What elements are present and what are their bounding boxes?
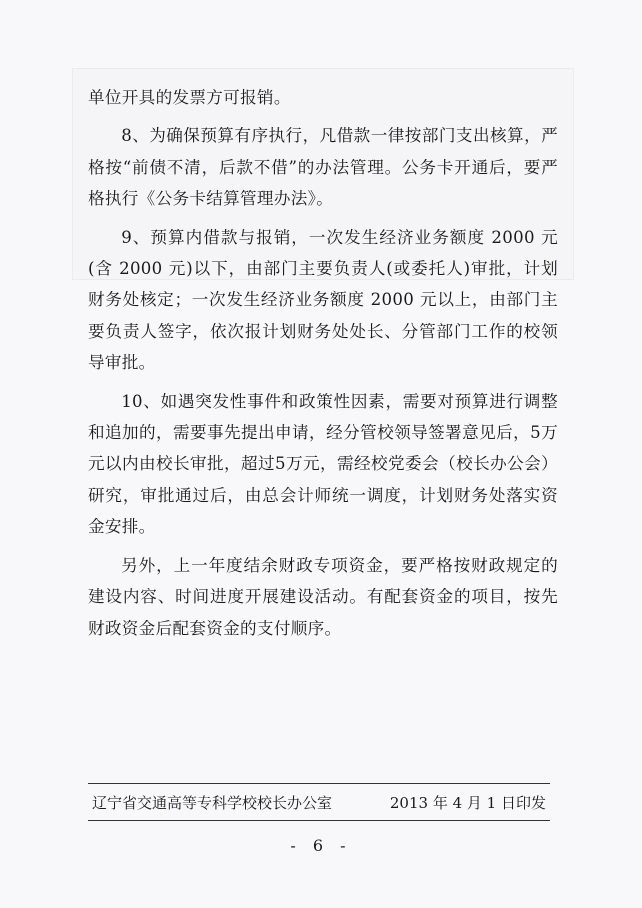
page-number: - 6 - [290,836,352,855]
paragraph-additional: 另外，上一年度结余财政专项资金，要严格按财政规定的建设内容、时间进度开展建设活动。有配套资金的项目，按先财政资金后配套资金的支付顺序。 [88,555,558,638]
issuance-footer [92,790,546,814]
issuer-name: 辽宁省交通高等专科学校校长办公室 [92,793,333,812]
footer-rule-bottom [88,820,550,821]
footer-rule-top [88,783,550,784]
paragraph-invoice: 单位开具的发票方可报销。 [88,88,291,107]
issue-date: 2013 年 4 月 1 日印发 [389,793,546,812]
paragraph-item-10: 10、如遇突发性事件和政策性因素，需要对预算进行调整和追加的，需要事先提出申请，经分管校领导签署意见后，5万元以内由校长审批，超过5万元，需经校党委会（校长办公会）研究，审批通过后，由总会计师统一调度，计划财务处落实资金安排。 [88,391,558,537]
body-text [88,82,558,644]
paragraph-item-8: 8、为确保预算有序执行，凡借款一律按部门支出核算，严格按“前债不清，后款不借”的办法管理。公务卡开通后，要严格执行《公务卡结算管理办法》。 [88,126,558,209]
paragraph-item-9: 9、预算内借款与报销，一次发生经济业务额度 2000 元(含 2000 元)以下，由部门主要负责人(或委托人)审批，计划财务处核定；一次发生经济业务额度 2000 元以上，由部门主要负责人签字，依次报计划财务处处长、分管部门工作的校领导审批。 [88,227,558,373]
